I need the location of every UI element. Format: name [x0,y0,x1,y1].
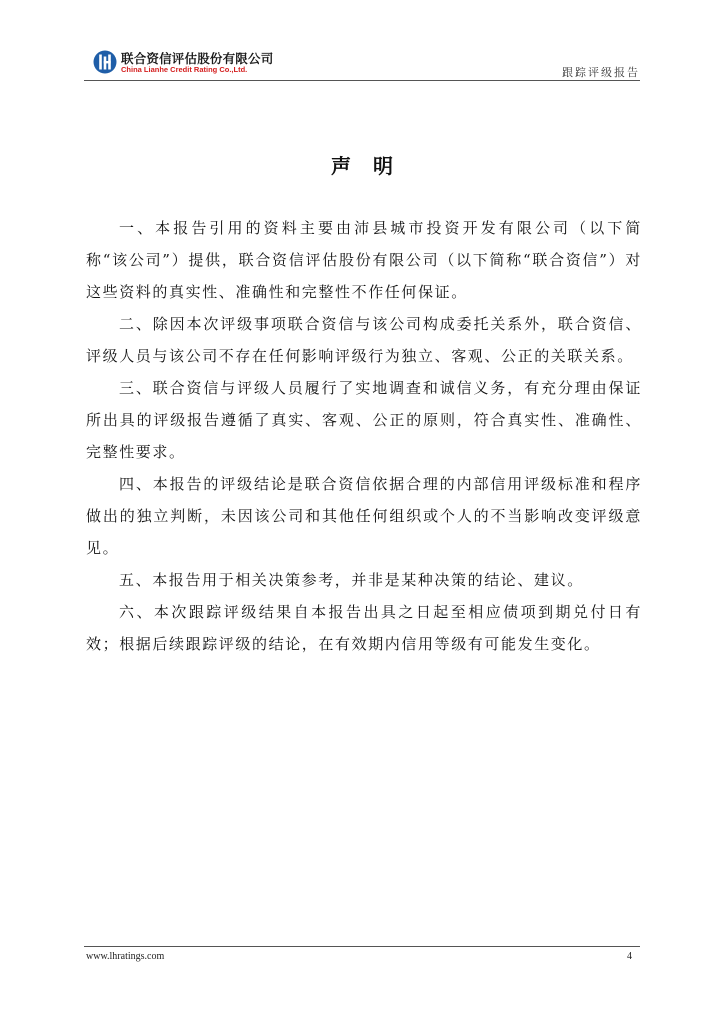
statement-paragraph: 三、联合资信与评级人员履行了实地调查和诚信义务，有充分理由保证所出具的评级报告遵循了真实、客观、公正的原则，符合真实性、准确性、完整性要求。 [86,379,642,461]
page-title: 声明 [331,154,415,178]
company-name-cn: 联合资信评估股份有限公司 [121,51,274,66]
footer-website: www.lhratings.com [86,951,165,962]
page-number: 4 [627,951,632,962]
statement-paragraph: 二、除因本次评级事项联合资信与该公司构成委托关系外，联合资信、评级人员与该公司不存在任何影响评级行为独立、客观、公正的关联关系。 [86,315,642,365]
statement-paragraph: 五、本报告用于相关决策参考，并非是某种决策的结论、建议。 [119,571,584,589]
statement-paragraph: 一、本报告引用的资料主要由沛县城市投资开发有限公司（以下简称“该公司”）提供，联合资信评估股份有限公司（以下简称“联合资信”）对这些资料的真实性、准确性和完整性不作任何保证。 [86,219,642,301]
header-divider [84,80,640,81]
footer-divider [84,946,640,947]
statement-paragraph: 四、本报告的评级结论是联合资信依据合理的内部信用评级标准和程序做出的独立判断，未因该公司和其他任何组织或个人的不当影响改变评级意见。 [86,475,642,557]
lianhe-logo-icon [93,50,117,74]
page-header [0,0,724,80]
statement-paragraph: 六、本次跟踪评级结果自本报告出具之日起至相应债项到期兑付日有效；根据后续跟踪评级的结论，在有效期内信用等级有可能发生变化。 [86,603,642,653]
report-type-label: 跟踪评级报告 [562,66,640,79]
company-name-en: China Lianhe Credit Rating Co.,Ltd. [121,65,248,74]
statement-list [86,212,642,660]
